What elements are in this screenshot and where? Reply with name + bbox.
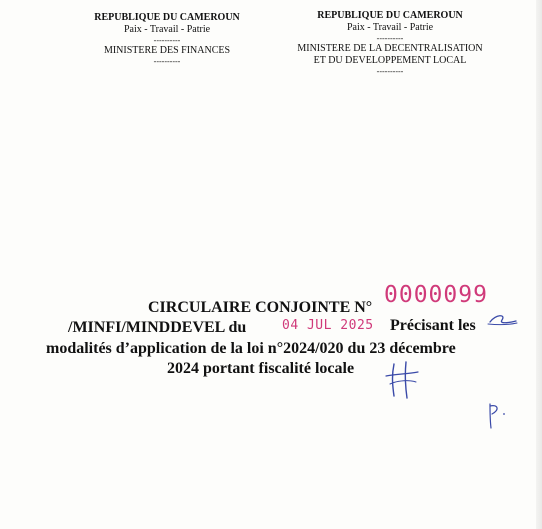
handwritten-signature [384, 360, 424, 402]
scan-edge [536, 0, 542, 529]
header-left-motto: Paix - Travail - Patrie [123, 24, 211, 35]
header-left-ministry: MINISTERE DES FINANCES [103, 45, 231, 56]
header-right-motto: Paix - Travail - Patrie [346, 22, 434, 33]
title-line-1: CIRCULAIRE CONJOINTE N° [148, 299, 373, 316]
title-line-3: modalités d’application de la loi n°2024/020 du 23 décembre [46, 340, 456, 357]
title-line-4: 2024 portant fiscalité locale [167, 360, 355, 377]
handwritten-check-mark [484, 310, 520, 330]
header-ministry-finances [72, 12, 262, 66]
header-left-country: REPUBLIQUE DU CAMEROUN [94, 12, 240, 23]
title-line-2-suffix: Précisant les [390, 317, 476, 334]
header-right-separator-bottom: ---------- [376, 67, 404, 76]
handwritten-initials [484, 400, 514, 430]
header-left-separator: ---------- [153, 36, 181, 45]
title-line-2-prefix: /MINFI/MINDDEVEL du [68, 319, 247, 336]
header-ministry-decentralisation [280, 10, 500, 76]
circular-number-stamp: 0000099 [384, 282, 488, 308]
header-right-country: REPUBLIQUE DU CAMEROUN [317, 10, 463, 21]
header-right-separator: ---------- [376, 34, 404, 43]
header-right-ministry-line-2: ET DU DEVELOPPEMENT LOCAL [313, 55, 467, 66]
header-right-ministry-line-1: MINISTERE DE LA DECENTRALISATION [297, 43, 483, 54]
date-stamp: 04 JUL 2025 [282, 318, 374, 333]
header-left-separator-bottom: ---------- [153, 57, 181, 66]
